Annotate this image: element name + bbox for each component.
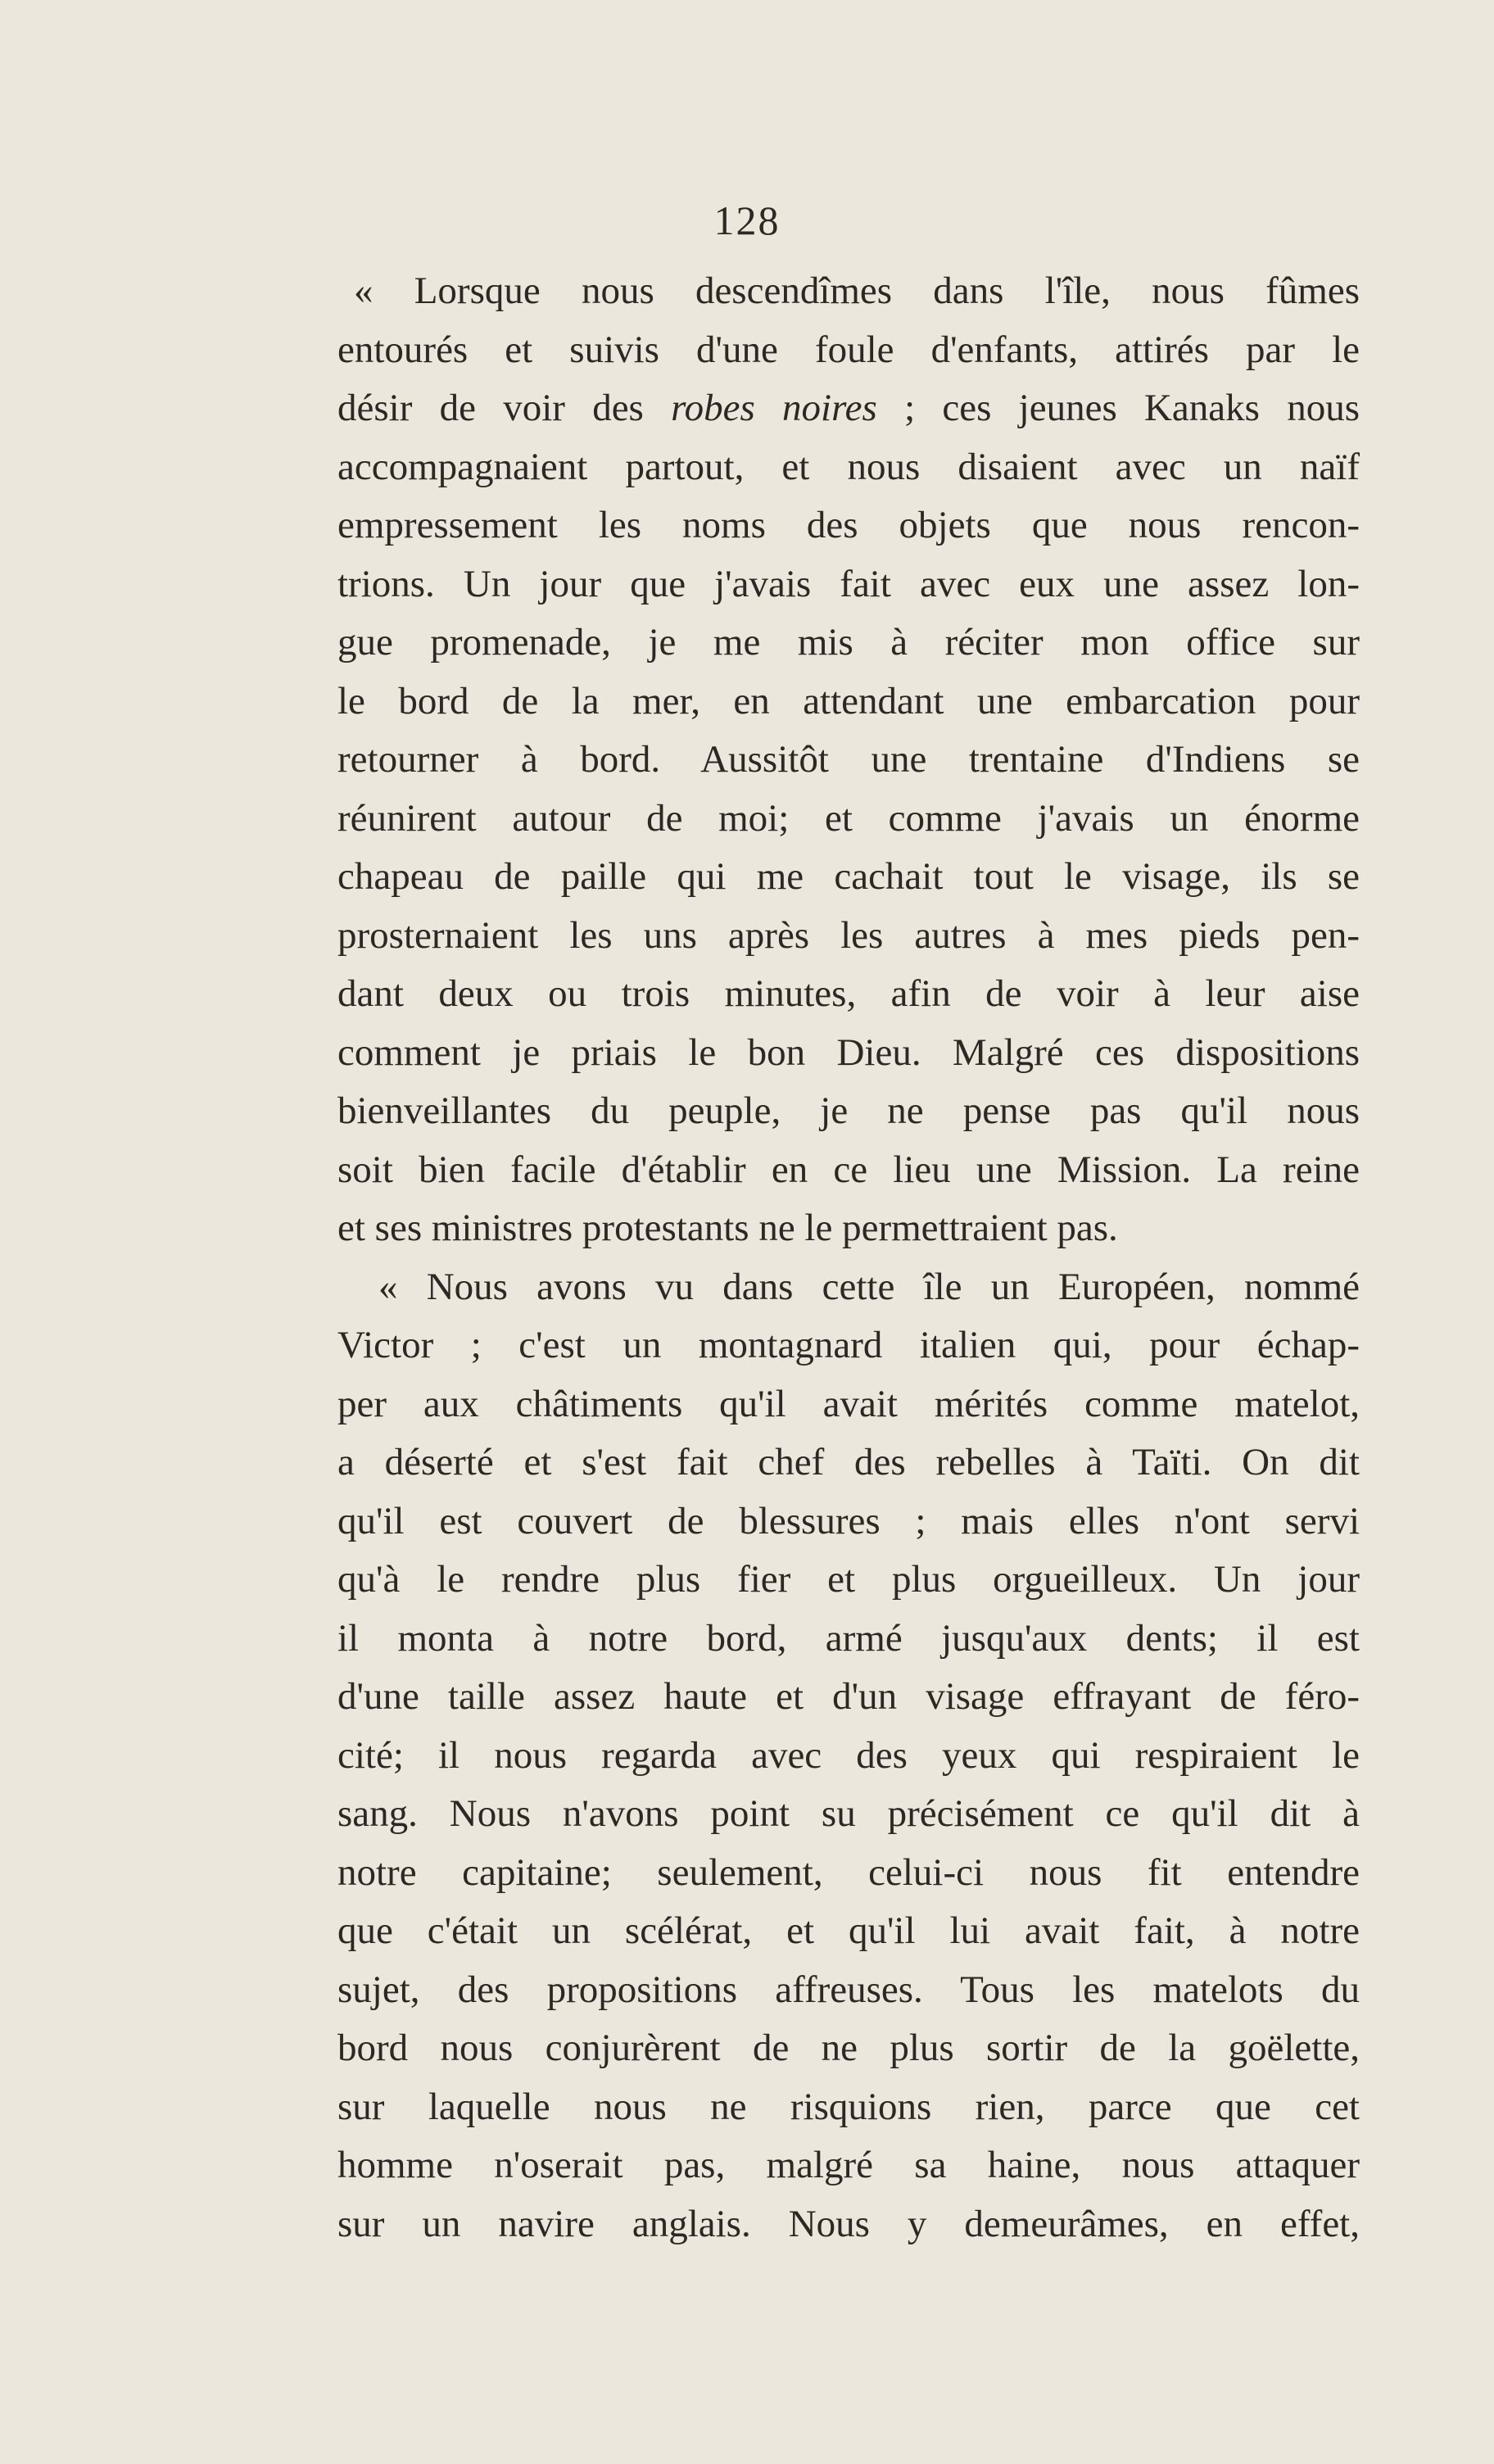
text-line: cité; il nous regarda avec des yeux qui respiraient le: [337, 1733, 1360, 1777]
text-line: trions. Un jour que j'avais fait avec eux une assez lon-: [337, 562, 1360, 605]
text-line: dant deux ou trois minutes, afin de voir à leur aise: [337, 972, 1360, 1015]
body-text: [337, 262, 1360, 2253]
text-line: empressement les noms des objets que nous rencon-: [337, 504, 1360, 546]
text-line: bord nous conjurèrent de ne plus sortir de la goëlette,: [337, 2027, 1360, 2069]
text-line: sang. Nous n'avons point su précisément ce qu'il dit à: [337, 1792, 1360, 1835]
text-line: qu'il est couvert de blessures ; mais elles n'ont servi: [337, 1499, 1360, 1542]
text-line: « Nous avons vu dans cette île un Européen, nommé: [378, 1265, 1360, 1308]
text-line: qu'à le rendre plus fier et plus orgueilleux. Un jour: [337, 1558, 1360, 1601]
text-line: d'une taille assez haute et d'un visage effrayant de féro-: [337, 1675, 1360, 1718]
text-line: per aux châtiments qu'il avait mérités comme matelot,: [337, 1382, 1360, 1425]
page-number: 128: [713, 197, 781, 243]
text-line: accompagnaient partout, et nous disaient avec un naïf: [337, 445, 1360, 488]
text-line: retourner à bord. Aussitôt une trentaine d'Indiens se: [337, 738, 1360, 781]
text-line: réunirent autour de moi; et comme j'avais un énorme: [337, 796, 1360, 840]
text-line: [337, 379, 1360, 438]
text-line: notre capitaine; seulement, celui-ci nous fit entendre: [337, 1850, 1360, 1894]
text-line: comment je priais le bon Dieu. Malgré ces dispositions: [337, 1030, 1360, 1074]
text-line: sur laquelle nous ne risquions rien, parce que cet: [337, 2085, 1360, 2128]
text-line: soit bien facile d'établir en ce lieu une Mission. La reine: [337, 1148, 1360, 1191]
text-line: que c'était un scélérat, et qu'il lui avait fait, à notre: [337, 1909, 1360, 1952]
text-line: prosternaient les uns après les autres à mes pieds pen-: [337, 913, 1360, 957]
text-line: sur un navire anglais. Nous y demeurâmes, en effet,: [337, 2202, 1360, 2245]
text-line: a déserté et s'est fait chef des rebelles à Taïti. On dit: [337, 1441, 1360, 1483]
text-run: désir de voir des: [337, 387, 672, 429]
text-line: chapeau de paille qui me cachait tout le visage, ils se: [337, 855, 1360, 898]
text-line: homme n'oserait pas, malgré sa haine, nous attaquer: [337, 2144, 1360, 2186]
text-line: Victor ; c'est un montagnard italien qui, pour échap-: [337, 1324, 1360, 1366]
text-line: bienveillantes du peuple, je ne pense pas qu'il nous: [337, 1089, 1360, 1132]
text-line: entourés et suivis d'une foule d'enfants, attirés par le: [337, 328, 1360, 371]
text-line: le bord de la mer, en attendant une embarcation pour: [337, 679, 1360, 722]
text-line: il monta à notre bord, armé jusqu'aux dents; il est: [337, 1616, 1360, 1660]
text-line: gue promenade, je me mis à réciter mon office sur: [337, 621, 1360, 664]
text-line: et ses ministres protestants ne le permettraient pas.: [337, 1207, 1118, 1249]
text-run: ; ces jeunes Kanaks nous: [876, 387, 1360, 429]
text-line: « Lorsque nous descendîmes dans l'île, nous fûmes: [354, 270, 1360, 312]
text-line: sujet, des propositions affreuses. Tous les matelots du: [337, 1968, 1360, 2011]
emphasized-text: robes noires: [671, 387, 877, 429]
